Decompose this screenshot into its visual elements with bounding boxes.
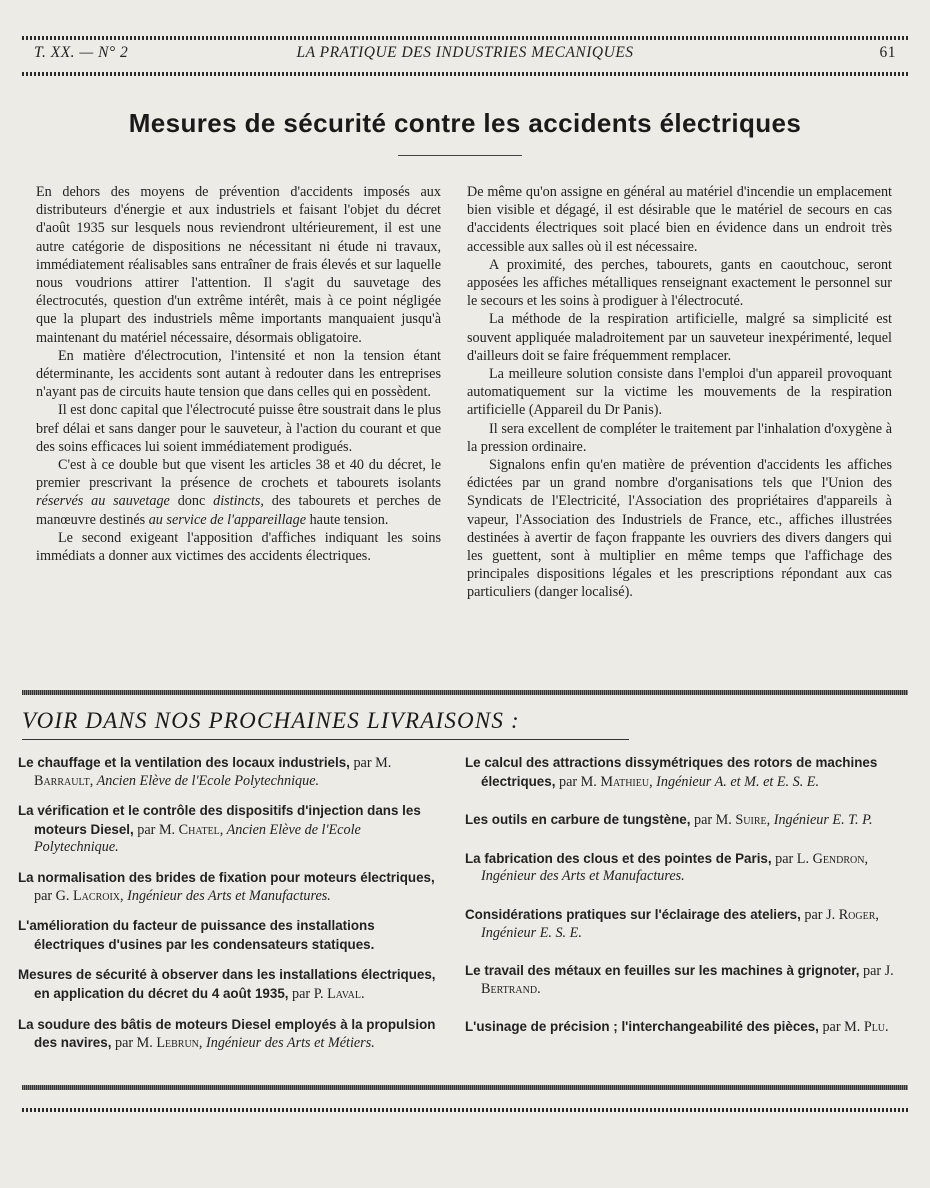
emphasis: distincts, (213, 493, 264, 510)
item-title: La soudure des bâtis de moteurs Diesel employés à la propulsion des navires, (18, 1016, 436, 1051)
page-number: 61 (879, 44, 896, 61)
item-author: Mathieu, (600, 773, 653, 790)
item-byline: par J. (859, 963, 894, 980)
item-role: Ingénieur des Arts et Manufactures. (481, 868, 685, 885)
item-role: Ingénieur des Arts et Manufactures. (123, 887, 331, 904)
upcoming-item (465, 850, 895, 886)
text-run: haute tension. (306, 511, 389, 528)
item-author: Lacroix, (73, 887, 124, 904)
item-role: Ingénieur des Arts et Métiers. (202, 1035, 375, 1052)
article-paragraph: De même qu'on assigne en général au matériel d'incendie un emplacement bien visible et dégagé, il est désirable que le matériel de secours en cas d'accidents électriques soit placé bien en évidence dans un endroit très accessible aux salles où il est nécessaire. (467, 184, 892, 255)
emphasis: au service de l'appareillage (148, 511, 307, 528)
upcoming-item (18, 802, 448, 857)
upcoming-heading: VOIR DANS NOS PROCHAINES LIVRAISONS : (22, 708, 520, 733)
item-author: Suire, (735, 812, 771, 829)
item-byline: par G. (34, 887, 74, 904)
article-paragraph: En dehors des moyens de prévention d'accidents imposés aux distributeurs d'énergie et aux industriels et faisant l'objet du décret d'août 1935 sur lesquels nous reviendront ultérieurement, il est une autre catégorie de dispositions ne nécessitant ni étude ni travaux, immédiatement réalisables sans entraîner de frais élevés et sur laquelle nous voudrions attirer l'attention. Il s'agit du sauvetage des électrocutés, question d'un extrême intérêt, mais à ce point négligée que la plupart des industriels même importants manquaient jusqu'à maintenant du matériel nécessaire, désormais obligatoire. (36, 184, 441, 346)
item-title: La fabrication des clous et des pointes de Paris, (465, 850, 772, 866)
article-paragraph: Il sera excellent de compléter le traitement par l'inhalation d'oxygène à la pression ordinaire. (467, 420, 892, 455)
item-title: Les outils en carbure de tungstène, (465, 812, 691, 828)
item-title: La vérification et le contrôle des dispositifs d'injection dans les moteurs Diesel, (18, 803, 421, 837)
article-paragraph (36, 456, 441, 529)
footer-dotted-rule (22, 1108, 908, 1112)
item-author: Gendron, (812, 850, 869, 867)
article-paragraph: En matière d'électrocution, l'intensité et non la tension étant déterminante, les accidents sont autant à redouter dans les entreprises n'ayant pas de circuits haute tension que dans celles qui en possèdent. (36, 347, 441, 401)
emphasis: réservés au sauvetage (36, 493, 170, 510)
item-author: Bertrand. (481, 980, 541, 997)
article-title: Mesures de sécurité contre les accidents électriques (128, 108, 802, 138)
item-byline: par M. (690, 812, 736, 829)
upcoming-item (18, 1016, 448, 1053)
upcoming-heading-underline (22, 739, 629, 740)
volume-number: T. XX. — N° 2 (34, 44, 129, 61)
item-author: Chatel, (178, 821, 224, 838)
upcoming-item (465, 811, 895, 830)
bottom-divider (22, 1085, 908, 1090)
item-role: Ingénieur E. S. E. (481, 924, 582, 941)
item-author: Roger, (838, 906, 879, 923)
item-title: Considérations pratiques sur l'éclairage des ateliers, (465, 906, 801, 922)
article-paragraph: A proximité, des perches, tabourets, gants en caoutchouc, seront apposées les affiches métalliques renseignant exactement le personnel sur le secours et les soins à prodiguer à l'électrocuté. (467, 256, 892, 310)
item-title: Le calcul des attractions dissymétriques des rotors de machines électriques, (465, 755, 878, 789)
article-right-column (467, 183, 892, 602)
item-role: Ancien Elève de l'Ecole Polytechnique. (93, 772, 320, 789)
text-run: donc (169, 493, 214, 510)
header-dotted-rule (22, 72, 908, 76)
item-byline: par M. (349, 755, 392, 771)
upcoming-item (465, 906, 895, 942)
item-author: Barrault, (34, 772, 94, 789)
item-title: Mesures de sécurité à observer dans les installations électriques, en application du décret du 4 août 1935, (18, 967, 436, 1001)
item-byline: par J. (800, 906, 839, 923)
journal-name: LA PRATIQUE DES INDUSTRIES MECANIQUES (296, 44, 634, 61)
article-paragraph: La meilleure solution consiste dans l'emploi d'un appareil provoquant automatiquement sur la victime les mouvements de la respiration artificielle (Appareil du Dr Panis). (467, 366, 892, 419)
title-underline (398, 155, 522, 156)
upcoming-item (465, 754, 895, 791)
item-author: Lebrun, (156, 1035, 203, 1052)
item-role: Ingénieur A. et M. et E. S. E. (652, 773, 820, 790)
item-role: Ancien Elève de l'Ecole Polytechnique. (34, 821, 361, 856)
article-left-column (36, 183, 441, 565)
upcoming-item (18, 917, 448, 954)
item-byline: par M. (555, 773, 601, 790)
item-byline: par M. (818, 1019, 864, 1036)
article-paragraph: Le second exigeant l'apposition d'affiches indiquant les soins immédiats a donner aux victimes des accidents électriques. (36, 529, 441, 565)
running-head (34, 44, 896, 68)
item-byline: par L. (771, 850, 813, 867)
item-byline: par M. (111, 1035, 157, 1052)
top-dotted-rule (22, 36, 908, 40)
upcoming-item (18, 754, 448, 790)
item-byline: par P. (288, 985, 328, 1002)
upcoming-right-list (465, 754, 895, 1057)
item-title: L'usinage de précision ; l'interchangeabilité des pièces, (465, 1019, 819, 1035)
item-byline: par M. (133, 821, 179, 838)
item-title: Le chauffage et la ventilation des locaux industriels, (18, 755, 350, 770)
article-paragraph: Signalons enfin qu'en matière de prévention d'accidents les affiches édictées par un grand nombre d'organisations tels que l'Union des Syndicats de l'Electricité, l'Association des propriétaires d'appareils à vapeur, l'Association des Industriels de France, etc., affiches illustrées destinées à avertir de façon frappante les ouvriers des divers dangers qui les guettent, sont à multiplier en même temps que l'affichage des principales dispositions légales et les prescriptions répondant aux cas particuliers (danger localisé). (467, 457, 892, 601)
item-role: Ingénieur E. T. P. (770, 812, 873, 829)
item-author: Laval. (327, 985, 365, 1002)
text-run: des tabourets et perches de manœuvre destinés (36, 493, 441, 528)
item-title: L'amélioration du facteur de puissance des installations électriques d'usines par les condensateurs statiques. (18, 918, 375, 952)
item-author: Plu. (863, 1019, 889, 1036)
item-title: Le travail des métaux en feuilles sur les machines à grignoter, (465, 963, 860, 979)
article-paragraph: La méthode de la respiration artificielle, malgré sa simplicité est souvent appliquée maladroitement par un sauveteur inexpérimenté, lequel d'ailleurs doit se faire fréquemment remplacer. (467, 311, 892, 364)
upcoming-left-list (18, 754, 448, 1065)
upcoming-item (465, 962, 895, 998)
upcoming-item (18, 966, 448, 1003)
section-divider (22, 690, 908, 695)
article-paragraph: Il est donc capital que l'électrocuté puisse être soustrait dans le plus bref délai et sans danger pour le sauveteur, à l'action du courant et que des soins efficaces lui soient immédiatement prodigués. (36, 402, 441, 455)
text-run: C'est à ce double but que visent les articles 38 et 40 du décret, le premier prescrivant la présence de crochets et tabourets isolants (36, 457, 441, 492)
upcoming-item (465, 1018, 895, 1037)
item-title: La normalisation des brides de fixation pour moteurs électriques, (18, 869, 435, 885)
upcoming-item (18, 869, 448, 905)
